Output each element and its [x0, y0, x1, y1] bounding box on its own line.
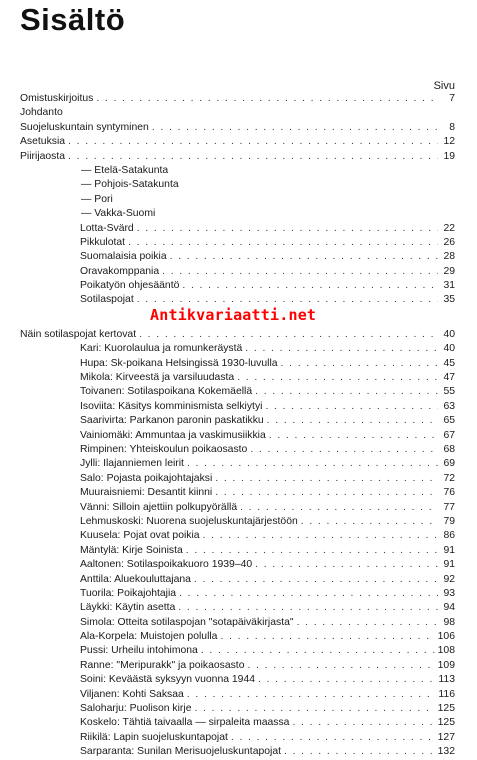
toc-entry [20, 135, 455, 149]
toc-page-number: 22 [443, 222, 455, 234]
toc-entry [20, 443, 455, 457]
toc-entry [20, 515, 455, 529]
watermark: Antikvariaatti.net [150, 306, 317, 324]
toc-entry-title: Anttila: Aluekouluttajana [80, 573, 191, 585]
toc-entry-title: Johdanto [20, 107, 63, 119]
toc-entry [20, 357, 455, 371]
toc-page-number: 55 [443, 386, 455, 398]
toc-entry-title: Salo: Pojasta poikajohtajaksi [80, 472, 213, 484]
toc-entry-title: Tuorila: Poikajohtajia [80, 587, 177, 599]
toc-entry-title: Vainiomäki: Ammuntaa ja vaskimusiikkia [80, 429, 266, 441]
toc-page-number: 125 [437, 717, 455, 729]
toc-page-number: 132 [437, 746, 455, 758]
toc-page-number: 40 [443, 328, 455, 340]
toc-page-number: 79 [443, 515, 455, 527]
toc-entry [20, 164, 455, 178]
toc-entry [20, 150, 455, 164]
toc-entry-title: Simola: Otteita sotilaspojan "sotapäiväkirjasta" [80, 616, 294, 628]
dot-leader [292, 716, 434, 730]
toc-entry-title: Koskelo: Tähtiä taivaalla — sirpaleita maassa [80, 717, 290, 729]
toc-page-number: 29 [443, 265, 455, 277]
toc-entry-title: Läykki: Käytin asetta [80, 602, 176, 614]
toc-entry [20, 558, 455, 572]
toc-page-number: 45 [443, 357, 455, 369]
toc-entry [20, 121, 455, 135]
dot-leader [245, 342, 438, 356]
toc-entry [20, 250, 455, 264]
toc-page-number: 108 [437, 645, 455, 657]
toc-entry-title: Mikola: Kirveestä ja varsiluudasta [80, 372, 235, 384]
dot-leader [187, 688, 436, 702]
dot-leader [220, 630, 434, 644]
toc-page-number: 106 [437, 631, 455, 643]
toc-entry [20, 472, 455, 486]
toc-page-number: 19 [443, 150, 455, 162]
toc-entry [20, 342, 455, 356]
dot-leader [255, 385, 438, 399]
toc-entry-title: Suomalaisia poikia [80, 251, 167, 263]
toc-page-number: 91 [443, 544, 455, 556]
toc-entry [20, 688, 455, 702]
page-column-label: Sivu [433, 80, 455, 92]
toc-page-number: 76 [443, 487, 455, 499]
toc-page-number: 113 [438, 674, 455, 686]
dot-leader [269, 429, 438, 443]
toc-entry-title: Mäntylä: Kirje Soinista [80, 544, 183, 556]
toc-entry-title: Aaltonen: Sotilaspoikakuoro 1939–40 [80, 559, 253, 571]
toc-entry [20, 716, 455, 730]
toc-entry-title: Ranne: "Meripurakk" ja poikaosasto [80, 659, 245, 671]
toc-entry [20, 265, 455, 279]
dot-leader [203, 529, 438, 543]
dot-leader [240, 501, 438, 515]
dot-leader [201, 644, 435, 658]
dot-leader [297, 616, 438, 630]
toc-page-number: 8 [449, 121, 455, 133]
toc-entry-title: Saloharju: Puolison kirje [80, 703, 192, 715]
toc-page-number: 98 [443, 616, 455, 628]
toc-entry [20, 371, 455, 385]
toc-entry-title: Viljanen: Kohti Saksaa [80, 688, 184, 700]
toc-page-number: 68 [443, 443, 455, 455]
toc-entry [20, 414, 455, 428]
toc-entry [20, 731, 455, 745]
dot-leader [301, 515, 438, 529]
toc-page-number: 35 [443, 294, 455, 306]
toc-entry-title: — Vakka-Suomi [81, 208, 156, 220]
toc-entry-title: Muuraisniemi: Desantit kiinni [80, 487, 213, 499]
toc-entry [20, 544, 455, 558]
toc-page-number: 26 [443, 236, 455, 248]
toc-page-number: 63 [443, 400, 455, 412]
toc-entry [20, 193, 455, 207]
toc-entry [20, 279, 455, 293]
toc-entry-title: Sotilaspojat [80, 294, 134, 306]
toc-entry-title: Kari: Kuorolaulua ja romunkeräystä [80, 343, 243, 355]
toc-page-number: 65 [443, 415, 455, 427]
dot-leader [68, 150, 438, 164]
toc-entry-title: Hupa: Sk-poikana Helsingissä 1930-luvulla [80, 357, 278, 369]
dot-leader [215, 486, 438, 500]
toc-entry-title: Omistuskirjoitus [20, 93, 94, 104]
toc-page-number: 40 [443, 343, 455, 355]
toc-entry [20, 207, 455, 221]
dot-leader [139, 328, 438, 342]
toc-entry [20, 630, 455, 644]
toc-page-number: 92 [443, 573, 455, 585]
toc-entry-title: Näin sotilaspojat kertovat [20, 328, 137, 340]
toc-entry-title: — Pori [81, 193, 113, 205]
dot-leader [162, 265, 438, 279]
toc-page-number: 31 [443, 280, 455, 292]
toc-entry [20, 529, 455, 543]
toc-entry-title: Vänni: Silloin ajettiin polkupyörällä [80, 501, 238, 513]
dot-leader [267, 414, 438, 428]
dot-leader [237, 371, 438, 385]
toc-entry-title: Oravakomppania [80, 265, 160, 277]
dot-leader [178, 601, 438, 615]
table-of-contents [20, 92, 455, 760]
toc-page-number: 94 [443, 602, 455, 614]
dot-leader [255, 558, 438, 572]
toc-page-number: 86 [443, 530, 455, 542]
toc-page-number: 93 [443, 587, 455, 599]
dot-leader [96, 92, 438, 106]
toc-entry-title: Toivanen: Sotilaspoikana Kokemäellä [80, 386, 253, 398]
toc-entry [20, 106, 455, 120]
toc-page-number: 72 [443, 472, 455, 484]
toc-entry-title: Sarparanta: Sunilan Merisuojeluskuntapojat [80, 746, 282, 758]
toc-entry [20, 501, 455, 515]
dot-leader [128, 236, 438, 250]
toc-entry [20, 616, 455, 630]
dot-leader [182, 279, 438, 293]
toc-entry [20, 92, 455, 106]
toc-page-number: 47 [443, 372, 455, 384]
toc-page-number: 109 [437, 659, 455, 671]
toc-page-number: 7 [449, 93, 455, 104]
toc-entry-title: Pikkulotat [80, 236, 126, 248]
toc-entry [20, 573, 455, 587]
toc-entry [20, 400, 455, 414]
toc-page-number: 69 [443, 458, 455, 470]
toc-page-number: 67 [443, 429, 455, 441]
toc-entry-title: Poikatyön ohjesääntö [80, 280, 180, 292]
toc-entry [20, 601, 455, 615]
toc-entry-title: Ala-Korpela: Muistojen polulla [80, 631, 218, 643]
toc-page-number: 116 [438, 688, 455, 700]
toc-entry-title: Pussi: Urheilu intohimona [80, 645, 198, 657]
toc-entry-title: Saarivirta: Parkanon paronin paskatikku [80, 415, 264, 427]
dot-leader [186, 544, 438, 558]
toc-entry [20, 178, 455, 192]
toc-entry-title: Kuusela: Pojat ovat poikia [80, 530, 200, 542]
toc-page-number: 91 [443, 559, 455, 571]
toc-page-number: 125 [437, 703, 455, 715]
toc-entry-title: — Pohjois-Satakunta [81, 179, 179, 191]
dot-leader [194, 573, 438, 587]
toc-entry-title: Suojeluskuntain syntyminen [20, 121, 149, 133]
toc-page-number: 28 [443, 251, 455, 263]
toc-entry [20, 385, 455, 399]
toc-page-number: 127 [437, 731, 455, 743]
dot-leader [137, 222, 438, 236]
toc-entry [20, 328, 455, 342]
toc-entry-title: Lehmuskoski: Nuorena suojeluskuntajärjestöön [80, 515, 298, 527]
dot-leader [265, 400, 438, 414]
toc-entry [20, 457, 455, 471]
toc-entry [20, 745, 455, 759]
toc-entry-title: — Etelä-Satakunta [81, 164, 169, 176]
toc-entry [20, 236, 455, 250]
toc-entry-title: Rimpinen: Yhteiskoulun poikaosasto [80, 443, 248, 455]
dot-leader [152, 121, 438, 135]
dot-leader [179, 587, 438, 601]
toc-entry-title: Piirijaosta [20, 150, 66, 162]
toc-entry [20, 644, 455, 658]
dot-leader [250, 443, 438, 457]
toc-entry [20, 222, 455, 236]
toc-entry-title: Riikilä: Lapin suojeluskuntapojat [80, 731, 228, 743]
toc-page-number: 77 [443, 501, 455, 513]
page-title: Sisältö [20, 2, 126, 37]
toc-entry [20, 486, 455, 500]
toc-entry [20, 429, 455, 443]
toc-entry-title: Lotta-Svärd [80, 222, 134, 234]
dot-leader [187, 457, 438, 471]
dot-leader [68, 135, 438, 149]
toc-entry [20, 702, 455, 716]
toc-entry-title: Jylli: Ilajanniemen leirit [80, 458, 184, 470]
dot-leader [215, 472, 438, 486]
toc-entry [20, 673, 455, 687]
dot-leader [247, 659, 434, 673]
toc-entry-title: Isoviita: Käsitys komminismista selkiytyi [80, 400, 263, 412]
dot-leader [170, 250, 438, 264]
toc-entry-title: Soini: Keväästä syksyyn vuonna 1944 [80, 674, 256, 686]
toc-page-number: 12 [443, 136, 455, 148]
toc-entry [20, 659, 455, 673]
dot-leader [194, 702, 434, 716]
dot-leader [258, 673, 435, 687]
dot-leader [231, 731, 435, 745]
toc-entry [20, 587, 455, 601]
dot-leader [281, 357, 438, 371]
toc-entry-title: Asetuksia [20, 136, 66, 148]
dot-leader [284, 745, 435, 759]
